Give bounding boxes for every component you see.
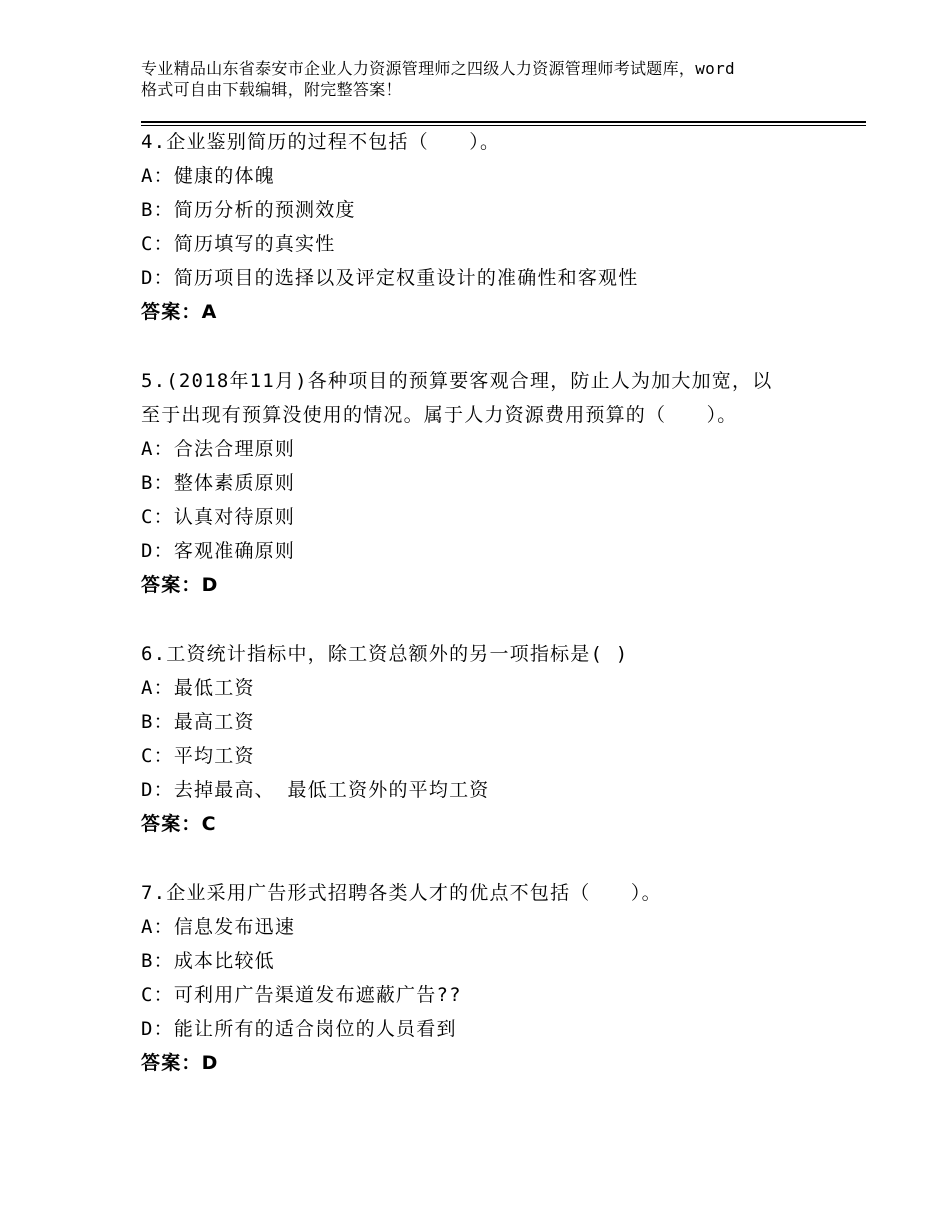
option-d: D：客观准确原则 [141, 540, 296, 562]
option-a: A：信息发布迅速 [141, 916, 296, 938]
header-line-2: 格式可自由下载编辑，附完整答案！ [141, 80, 402, 99]
document-header [141, 58, 841, 100]
question-7 [141, 876, 841, 1080]
option-c: C：认真对待原则 [141, 506, 296, 528]
option-a: A：最低工资 [141, 677, 255, 699]
option-b: B：最高工资 [141, 711, 255, 733]
option-d: D：能让所有的适合岗位的人员看到 [141, 1018, 457, 1040]
answer-label: 答案：D [141, 574, 219, 596]
option-b: B：简历分析的预测效度 [141, 199, 356, 221]
header-line-1: 专业精品山东省泰安市企业人力资源管理师之四级人力资源管理师考试题库，word [141, 59, 735, 78]
question-6 [141, 637, 841, 841]
answer-label: 答案：D [141, 1052, 219, 1074]
option-b: B：整体素质原则 [141, 472, 296, 494]
answer-label: 答案：A [141, 301, 218, 323]
option-a: A：合法合理原则 [141, 438, 296, 460]
question-stem: 7.企业采用广告形式招聘各类人才的优点不包括（ ）。 [141, 882, 662, 904]
option-b: B：成本比较低 [141, 950, 275, 972]
option-d: D：去掉最高、 最低工资外的平均工资 [141, 779, 490, 801]
question-4 [141, 125, 841, 329]
question-stem-continued: 至于出现有预算没使用的情况。属于人力资源费用预算的（ ）。 [141, 404, 738, 426]
option-d: D：简历项目的选择以及评定权重设计的准确性和客观性 [141, 267, 639, 289]
question-stem: 5.(2018年11月)各种项目的预算要客观合理，防止人为加大加宽，以 [141, 370, 773, 392]
question-5 [141, 364, 841, 602]
answer-label: 答案：C [141, 813, 217, 835]
question-stem: 4.企业鉴别简历的过程不包括（ ）。 [141, 131, 501, 153]
option-a: A：健康的体魄 [141, 165, 275, 187]
option-c: C：简历填写的真实性 [141, 233, 336, 255]
option-c: C：平均工资 [141, 745, 255, 767]
option-c: C：可利用广告渠道发布遮蔽广告?? [141, 984, 462, 1006]
question-stem: 6.工资统计指标中，除工资总额外的另一项指标是( ) [141, 643, 629, 665]
